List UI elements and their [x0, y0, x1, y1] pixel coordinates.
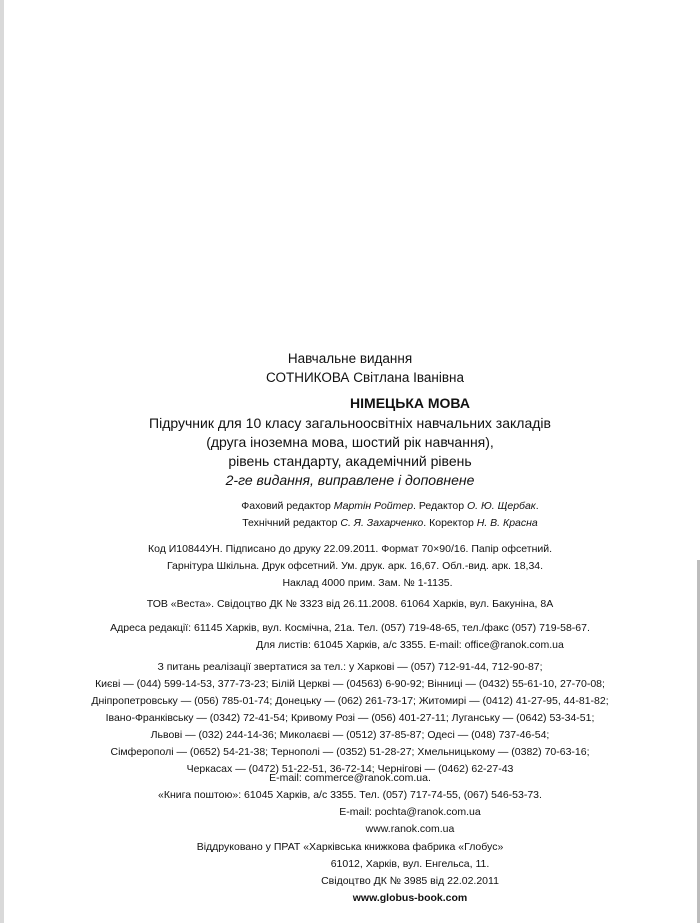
printer-address: 61012, Харків, вул. Енгельса, 11.	[330, 858, 490, 870]
author-name: СОТНИКОВА Світлана Іванівна	[266, 370, 464, 385]
sales-line: Києві — (044) 599-14-53, 377-73-23; Білій Церкві — (04563) 6-90-92; Вінниці — (0432) 55-61-10, 27-70-08;	[95, 678, 605, 690]
sales-line: Львові — (032) 244-14-36; Миколаєві — (0512) 37-85-87; Одесі — (048) 737-46-54;	[150, 729, 550, 741]
editors-credits	[0, 498, 700, 532]
commerce-email: E-mail: commerce@ranok.com.ua.	[269, 772, 431, 784]
address-line: Адреса редакції: 61145 Харків, вул. Космічна, 21а. Тел. (057) 719-48-65, тел./факс (057) 719-58-67.	[110, 622, 590, 634]
sales-line: Черкасах — (0472) 51-22-51, 36-72-14; Чернігові — (0462) 62-27-43	[186, 763, 514, 775]
editors-line: Фаховий редактор Мартін Ройтер. Редактор О. Ю. Щербак.	[241, 500, 539, 512]
sales-line: Сімферополі — (0652) 54-21-38; Тернополі — (0352) 51-28-27; Хмельницькому — (0382) 70-63-16;	[110, 746, 590, 758]
publisher-info	[0, 596, 700, 613]
edition-note: 2-ге видання, виправлене і доповнене	[225, 472, 475, 488]
publisher-line: ТОВ «Веста». Свідоцтво ДК № 3323 від 26.11.2008. 61064 Харків, вул. Бакуніна, 8А	[146, 598, 554, 610]
publisher-website: www.ranok.com.ua	[365, 823, 455, 835]
printer-info	[0, 839, 700, 907]
address-line: Для листів: 61045 Харків, а/с 3355. E-mail: office@ranok.com.ua	[256, 639, 564, 651]
sales-contacts	[0, 659, 700, 778]
sales-line: Дніпропетровську — (056) 785-01-74; Донецьку — (062) 261-73-17; Житомирі — (0412) 41-27-95, 44-81-82;	[91, 695, 609, 707]
subtitle-line: Підручник для 10 класу загальноосвітніх навчальних закладів	[149, 415, 551, 431]
technical-line: Наклад 4000 прим. Зам. № 1-1135.	[282, 577, 453, 589]
mail-order-line: «Книга поштою»: 61045 Харків, а/с 3355. Тел. (057) 717-74-55, (067) 546-53-73.	[158, 789, 542, 801]
technical-line: Гарнітура Шкільна. Друк офсетний. Ум. друк. арк. 16,67. Обл.-вид. арк. 18,34.	[166, 560, 544, 572]
editors-line: Технічний редактор С. Я. Захарченко. Коректор Н. В. Красна	[242, 517, 538, 529]
subtitle-line: (друга іноземна мова, шостий рік навчання),	[206, 434, 494, 450]
sales-line: Івано-Франківську — (0342) 72-41-54; Кривому Розі — (056) 401-27-11; Луганську — (0642) 53-34-51;	[105, 712, 595, 724]
edition-type: Навчальне видання	[287, 351, 413, 366]
sales-line: З питань реалізації звертатися за тел.: у Харкові — (057) 712-91-44, 712-90-87;	[157, 661, 543, 673]
subtitle-line: рівень стандарту, академічний рівень	[228, 453, 472, 469]
mail-order-info	[0, 770, 700, 838]
mail-order-email: E-mail: pochta@ranok.com.ua	[339, 806, 481, 818]
printer-website: www.globus-book.com	[352, 892, 468, 904]
technical-line: Код И10844УН. Підписано до друку 22.09.2011. Формат 70×90/16. Папір офсетний.	[147, 543, 553, 555]
editorial-address	[0, 620, 700, 654]
technical-details	[0, 541, 700, 592]
printer-line: Віддруковано у ПРАТ «Харківська книжкова фабрика «Глобус»	[196, 841, 504, 853]
imprint-header	[0, 349, 700, 490]
printer-certificate: Свідоцтво ДК № 3985 від 22.02.2011	[321, 875, 499, 887]
book-title: НІМЕЦЬКА МОВА	[350, 395, 470, 411]
